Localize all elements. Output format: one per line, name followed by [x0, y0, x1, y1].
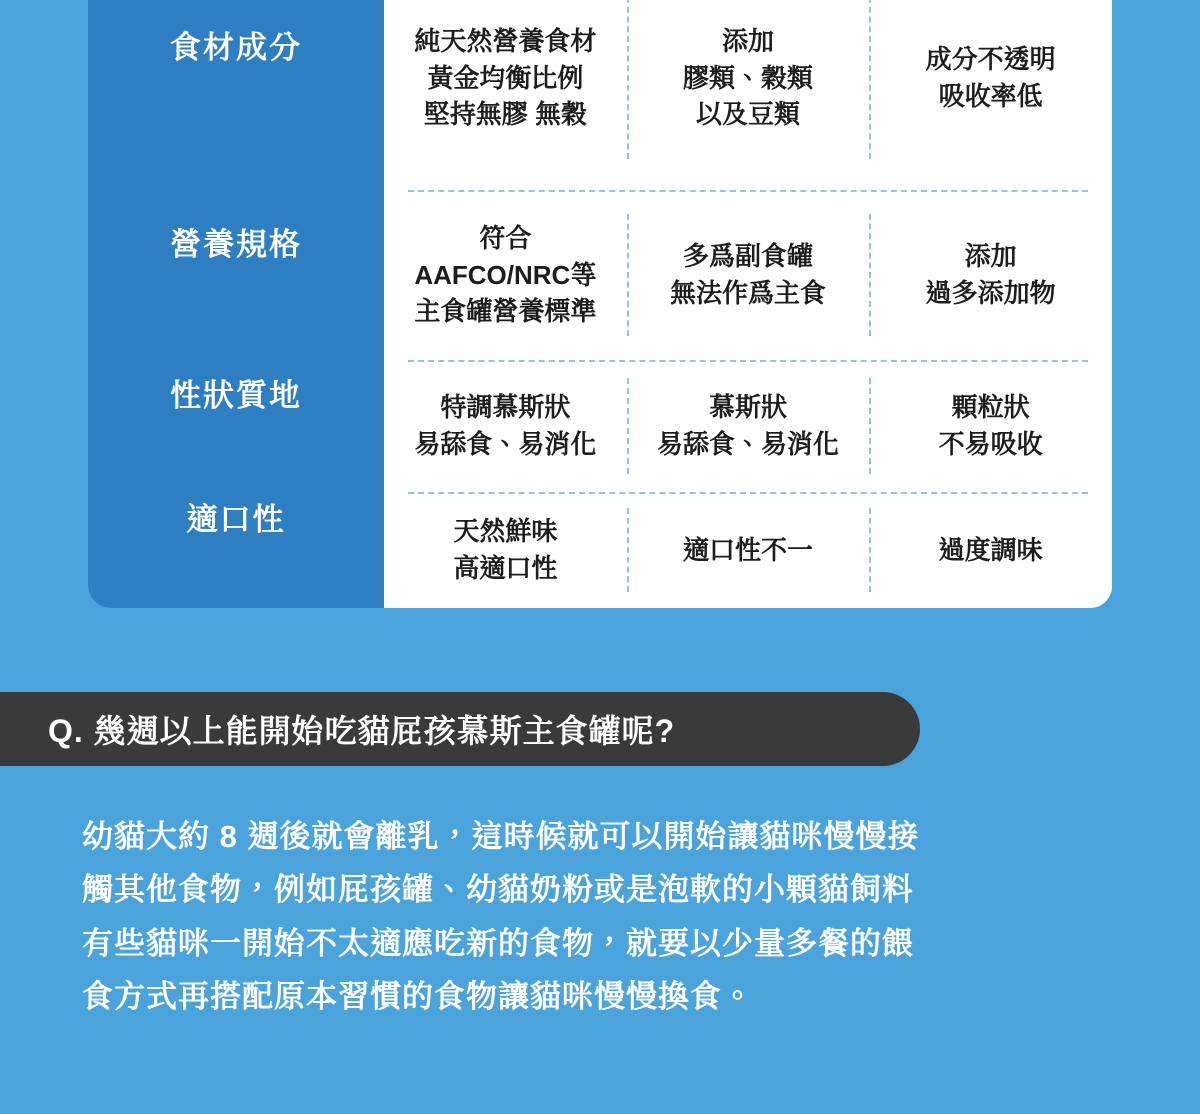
cell-line: 膠類、穀類	[683, 62, 814, 93]
cell-line: 純天然營養食材	[414, 25, 597, 56]
cell-line: 添加	[964, 241, 1017, 272]
cell-line: 不易吸收	[938, 429, 1043, 459]
cell-line: 吸收率低	[938, 81, 1043, 111]
table-cell	[627, 492, 870, 608]
cell-line: 添加	[722, 25, 775, 56]
answer-line: 觸其他食物，例如屁孩罐、幼貓奶粉或是泡軟的小顆貓飼料	[82, 872, 914, 908]
cell-line: 以及豆類	[696, 99, 801, 130]
cell-line: 成分不透明	[925, 44, 1056, 75]
cell-line: 天然鮮味	[453, 516, 558, 547]
cell-line: 易舔食、易消化	[414, 429, 597, 459]
table-grid-body	[384, 0, 1112, 608]
table-cell	[869, 492, 1112, 608]
cell-line: 黃金均衡比例	[427, 62, 584, 93]
cell-line: 慕斯狀	[709, 392, 788, 423]
question-text: Q. 幾週以上能開始吃貓屁孩慕斯主食罐呢?	[48, 713, 676, 749]
table-cell	[627, 0, 870, 190]
table-row-label-palatability: 適口性	[186, 501, 286, 537]
table-cell	[384, 190, 627, 360]
answer-line: 有些貓咪一開始不太適應吃新的食物，就要以少量多餐的餵	[82, 925, 914, 961]
table-row-label-texture: 性狀質地	[170, 377, 302, 413]
table-cell	[869, 0, 1112, 190]
cell-line: 主食罐營養標準	[414, 296, 597, 327]
cell-line: 符合	[479, 222, 532, 253]
cell-line: 顆粒狀	[951, 392, 1030, 423]
cell-line: AAFCO/NRC等	[414, 259, 597, 290]
cell-line: 多爲副食罐	[683, 241, 814, 272]
table-cell	[384, 0, 627, 190]
table-cell	[384, 360, 627, 492]
table-row	[384, 0, 1112, 190]
table-row	[384, 360, 1112, 492]
table-row	[384, 190, 1112, 360]
table-row	[384, 492, 1112, 608]
cell-line: 無法作爲主食	[670, 278, 827, 308]
cell-line: 堅持無膠 無穀	[423, 99, 587, 130]
table-row-label-ingredients: 食材成分	[170, 29, 302, 65]
cell-line: 高適口性	[453, 553, 558, 583]
comparison-table-card	[88, 0, 1112, 608]
answer-line: 幼貓大約 8 週後就會離乳，這時候就可以開始讓貓咪慢慢接	[82, 819, 920, 854]
question-banner	[0, 692, 920, 766]
cell-line: 適口性不一	[683, 534, 814, 565]
table-cell	[627, 360, 870, 492]
table-row-label-nutrition: 營養規格	[170, 226, 302, 262]
table-grid	[384, 0, 1112, 608]
table-cell	[384, 492, 627, 608]
table-cell	[869, 190, 1112, 360]
table-cell	[627, 190, 870, 360]
answer-line: 食方式再搭配原本習慣的食物讓貓咪慢慢換食。	[82, 978, 754, 1014]
table-cell	[869, 360, 1112, 492]
cell-line: 過度調味	[938, 534, 1043, 565]
cell-line: 易舔食、易消化	[657, 429, 840, 459]
cell-line: 過多添加物	[925, 278, 1056, 308]
cell-line: 特調慕斯狀	[440, 392, 571, 423]
answer-paragraph	[82, 810, 1122, 1023]
